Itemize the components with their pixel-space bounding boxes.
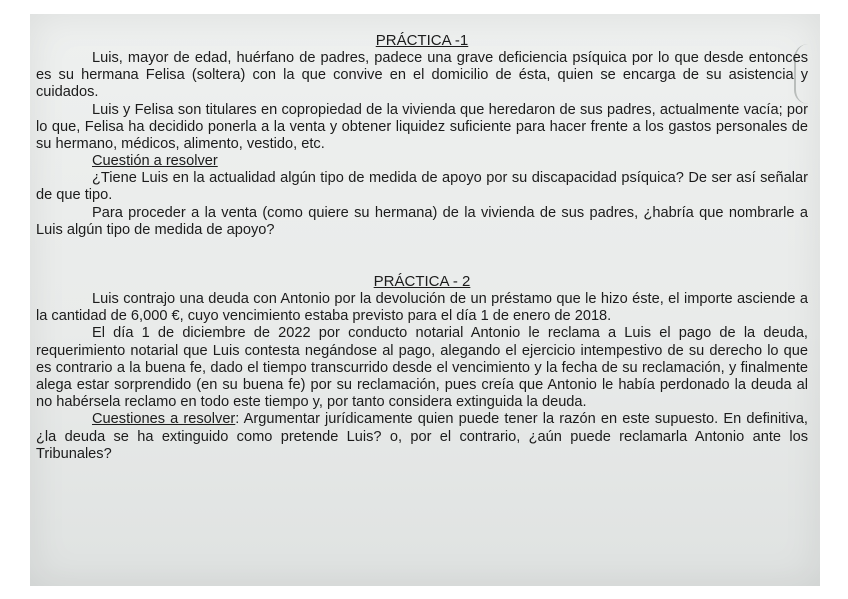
practice2-paragraph-2: El día 1 de diciembre de 2022 por conducto notarial Antonio le reclama a Luis el pago de la deuda, requerimiento notarial que Luis contesta negándose al pago, alegando el ejercicio intempestivo de su derecho lo que es contrario a la buena fe, dado el tiempo transcurrido desde el vencimiento y la fecha de su reclamación, y finalmente alega estar sorprendido (en su buena fe) por su reclamación, pues creía que Antonio le había perdonado la deuda al no habérsela reclamo en todo este tiempo y, por tanto considera extinguida la deuda. [36, 325, 808, 411]
practice1-question-2: Para proceder a la venta (como quiere su hermana) de la vivienda de sus padres, ¿habría que nombrarle a Luis algún tipo de medida de apoyo? [36, 204, 808, 238]
practice2-paragraph-1: Luis contrajo una deuda con Antonio por la devolución de un préstamo que le hizo éste, el importe asciende a la cantidad de 6,000 €, cuyo vencimiento estaba previsto para el día 1 de enero de 2018. [36, 291, 808, 325]
document-content [36, 32, 808, 463]
practice1-title: PRÁCTICA -1 [375, 32, 469, 49]
practice1-question-1: ¿Tiene Luis en la actualidad algún tipo de medida de apoyo por su discapacidad psíquica? De ser así señalar de que tipo. [36, 170, 808, 204]
practice1-paragraph-2: Luis y Felisa son titulares en copropiedad de la vivienda que heredaron de sus padres, actualmente vacía; por lo que, Felisa ha decidido ponerla a la venta y obtener liquidez suficiente para hacer frente a los gastos personales de su hermano, médicos, alimento, vestido, etc. [36, 101, 808, 153]
practice2-paragraph-3 [36, 411, 808, 463]
section-gap [36, 239, 808, 273]
practice2-subtitle: Cuestiones a resolver [92, 411, 236, 428]
practice2-title: PRÁCTICA - 2 [373, 273, 471, 291]
document-page [30, 14, 820, 586]
practice2-question-text: : Argumentar jurídicamente quien puede tener la razón en este supuesto. En definitiva, ¿la deuda se ha extinguido como pretende Luis? o, por el contrario, ¿aún puede reclamarla Antonio ante los Tribunales? [36, 411, 808, 462]
practice1-paragraph-1: Luis, mayor de edad, huérfano de padres, padece una grave deficiencia psíquica por lo que desde entonces es su hermana Felisa (soltera) con la que convive en el domicilio de ésta, quien se encarga de su asistencia y cuidados. [36, 50, 808, 101]
practice1-subtitle: Cuestión a resolver [92, 153, 218, 170]
